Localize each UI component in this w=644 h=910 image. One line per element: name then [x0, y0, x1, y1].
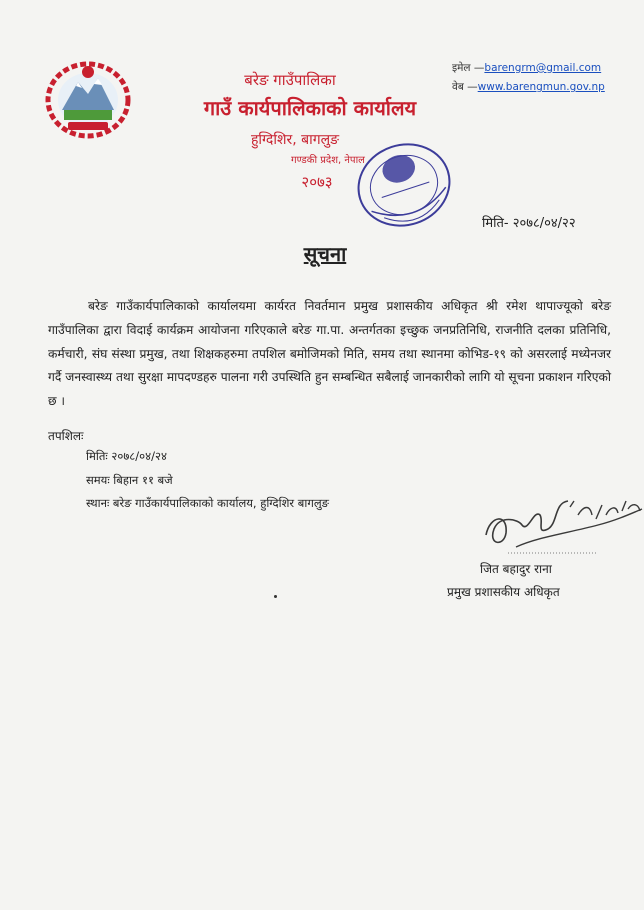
- signatory-name: जित बहादुर राना: [480, 562, 552, 576]
- website-link[interactable]: www.barengmun.gov.np: [477, 81, 605, 93]
- notice-body: बरेङ गाउँकार्यपालिकाको कार्यालयमा कार्यरत निवर्तमान प्रमुख प्रशासकीय अधिकृत श्री रमेश थापाज्यूको बरेङ गाउँपालिका द्वारा विदाई कार्यक्रम आयोजना गरिएकाले बरेङ गा.पा. अन्तर्गतका इच्छुक जनप्रतिनिधि, राजनीति दलका प्रतिनिधि, कर्मचारी, संघ संस्था प्रमुख, तथा शिक्षकहरुमा तपशिल बमोजिमको मिति, समय तथा स्थानमा कोभिड-१९ को असरलाई मध्येनजर गर्दै जनस्वास्थ्य तथा सुरक्षा मापदण्डहरु पालना गरी उपस्थिति हुन सम्बन्धित सबैलाई जानकारीको लागि यो सूचना प्रकाशन गरिएको छ ।: [48, 299, 611, 409]
- notice-date: मिति- २०७८/०४/२२: [482, 216, 576, 231]
- signature: [478, 485, 644, 565]
- office-address: हुग्दिशिर, बागलुङ: [250, 132, 340, 148]
- detail-date: मितिः २०७८/०४/२४: [86, 449, 167, 463]
- office-name: बरेङ गाउँपालिका: [244, 71, 336, 89]
- email-link[interactable]: barengrm@gmail.com: [484, 62, 602, 74]
- established-year: २०७३: [301, 173, 333, 191]
- detail-time: समयः बिहान ११ बजे: [86, 473, 173, 487]
- website-label: वेब —: [452, 81, 478, 93]
- detail-place: स्थानः बरेङ गाउँकार्यपालिकाको कार्यालय, हुग्दिशिर बागलुङ: [86, 496, 329, 510]
- email-label: इमेल —: [452, 62, 485, 74]
- nepal-emblem-icon: [42, 58, 134, 140]
- office-title: गाउँ कार्यपालिकाको कार्यालय: [203, 96, 417, 120]
- office-seal-icon: [345, 130, 463, 240]
- scan-speck: [274, 595, 277, 598]
- email-line: [452, 61, 601, 75]
- notice-heading: सूचना: [303, 242, 347, 266]
- details-label: तपशिलः: [48, 429, 84, 443]
- office-province: गण्डकी प्रदेश, नेपाल: [291, 155, 365, 166]
- signatory-designation: प्रमुख प्रशासकीय अधिकृत: [447, 585, 560, 599]
- website-line: [452, 80, 605, 94]
